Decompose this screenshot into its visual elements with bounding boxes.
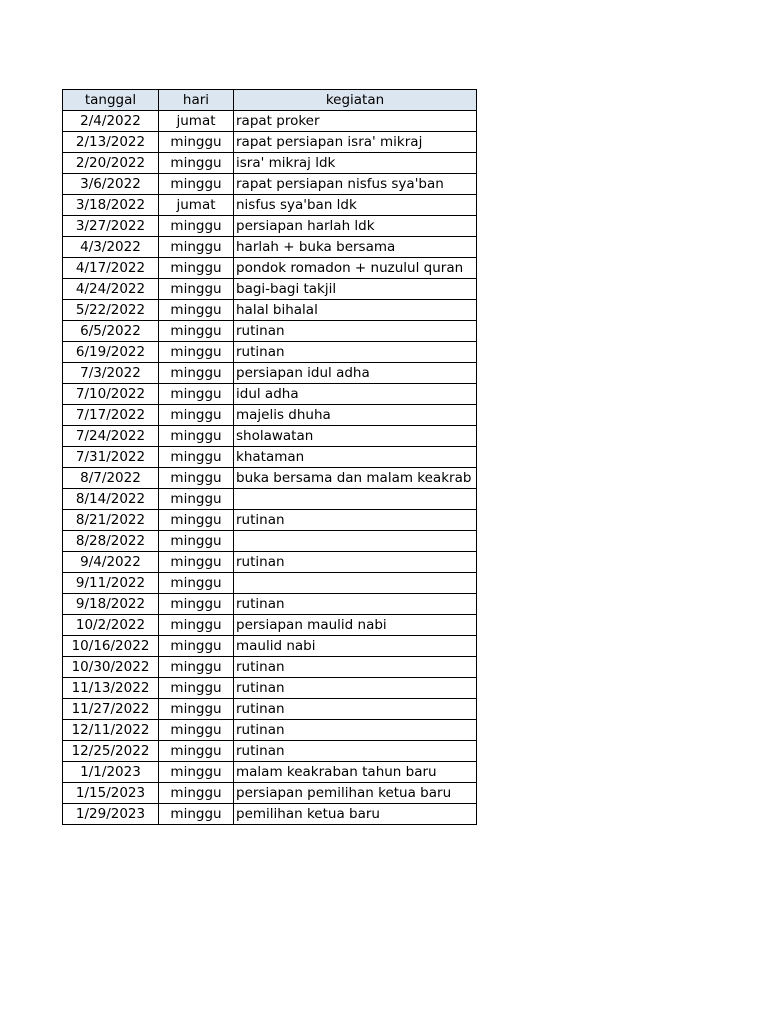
header-kegiatan: kegiatan bbox=[234, 90, 477, 111]
table-row bbox=[63, 258, 477, 279]
cell-tanggal: 6/5/2022 bbox=[63, 321, 159, 342]
cell-hari: minggu bbox=[159, 279, 234, 300]
cell-hari: minggu bbox=[159, 678, 234, 699]
cell-tanggal: 12/25/2022 bbox=[63, 741, 159, 762]
cell-tanggal: 7/10/2022 bbox=[63, 384, 159, 405]
cell-kegiatan: persiapan harlah ldk bbox=[234, 216, 477, 237]
table-row bbox=[63, 153, 477, 174]
cell-tanggal: 2/13/2022 bbox=[63, 132, 159, 153]
cell-tanggal: 9/11/2022 bbox=[63, 573, 159, 594]
cell-kegiatan: pondok romadon + nuzulul quran bbox=[234, 258, 477, 279]
cell-kegiatan: rutinan bbox=[234, 678, 477, 699]
cell-kegiatan: bagi-bagi takjil bbox=[234, 279, 477, 300]
cell-hari: minggu bbox=[159, 783, 234, 804]
table-row bbox=[63, 195, 477, 216]
cell-tanggal: 3/18/2022 bbox=[63, 195, 159, 216]
cell-hari: minggu bbox=[159, 447, 234, 468]
table-row bbox=[63, 741, 477, 762]
cell-kegiatan: rutinan bbox=[234, 552, 477, 573]
cell-hari: minggu bbox=[159, 762, 234, 783]
cell-hari: minggu bbox=[159, 594, 234, 615]
cell-hari: minggu bbox=[159, 258, 234, 279]
cell-kegiatan: rutinan bbox=[234, 699, 477, 720]
cell-hari: minggu bbox=[159, 153, 234, 174]
table-row bbox=[63, 804, 477, 825]
cell-kegiatan bbox=[234, 531, 477, 552]
cell-hari: minggu bbox=[159, 804, 234, 825]
table-row bbox=[63, 699, 477, 720]
cell-tanggal: 8/28/2022 bbox=[63, 531, 159, 552]
cell-hari: minggu bbox=[159, 132, 234, 153]
table-row bbox=[63, 489, 477, 510]
cell-tanggal: 12/11/2022 bbox=[63, 720, 159, 741]
cell-kegiatan bbox=[234, 489, 477, 510]
cell-tanggal: 8/21/2022 bbox=[63, 510, 159, 531]
header-hari: hari bbox=[159, 90, 234, 111]
cell-kegiatan: nisfus sya'ban ldk bbox=[234, 195, 477, 216]
cell-hari: minggu bbox=[159, 636, 234, 657]
table-row bbox=[63, 468, 477, 489]
cell-hari: minggu bbox=[159, 510, 234, 531]
cell-tanggal: 3/6/2022 bbox=[63, 174, 159, 195]
cell-hari: minggu bbox=[159, 384, 234, 405]
cell-hari: minggu bbox=[159, 615, 234, 636]
cell-kegiatan: idul adha bbox=[234, 384, 477, 405]
schedule-table bbox=[62, 89, 477, 825]
cell-tanggal: 7/17/2022 bbox=[63, 405, 159, 426]
cell-hari: minggu bbox=[159, 321, 234, 342]
cell-hari: minggu bbox=[159, 573, 234, 594]
cell-tanggal: 9/4/2022 bbox=[63, 552, 159, 573]
cell-kegiatan: persiapan pemilihan ketua baru bbox=[234, 783, 477, 804]
table-row bbox=[63, 111, 477, 132]
cell-kegiatan: buka bersama dan malam keakrab bbox=[234, 468, 477, 489]
cell-tanggal: 4/17/2022 bbox=[63, 258, 159, 279]
table-row bbox=[63, 552, 477, 573]
cell-tanggal: 9/18/2022 bbox=[63, 594, 159, 615]
cell-tanggal: 4/24/2022 bbox=[63, 279, 159, 300]
cell-kegiatan: rapat proker bbox=[234, 111, 477, 132]
cell-tanggal: 1/15/2023 bbox=[63, 783, 159, 804]
table-row bbox=[63, 237, 477, 258]
cell-kegiatan: rutinan bbox=[234, 741, 477, 762]
table-row bbox=[63, 762, 477, 783]
cell-kegiatan: rutinan bbox=[234, 321, 477, 342]
cell-tanggal: 2/20/2022 bbox=[63, 153, 159, 174]
header-row bbox=[63, 90, 477, 111]
table-row bbox=[63, 363, 477, 384]
cell-hari: minggu bbox=[159, 300, 234, 321]
table-row bbox=[63, 678, 477, 699]
cell-tanggal: 2/4/2022 bbox=[63, 111, 159, 132]
cell-hari: minggu bbox=[159, 720, 234, 741]
table-row bbox=[63, 510, 477, 531]
table-row bbox=[63, 573, 477, 594]
cell-hari: minggu bbox=[159, 657, 234, 678]
cell-tanggal: 3/27/2022 bbox=[63, 216, 159, 237]
cell-hari: minggu bbox=[159, 489, 234, 510]
cell-kegiatan: rutinan bbox=[234, 720, 477, 741]
cell-kegiatan: sholawatan bbox=[234, 426, 477, 447]
cell-tanggal: 7/31/2022 bbox=[63, 447, 159, 468]
cell-kegiatan: isra' mikraj ldk bbox=[234, 153, 477, 174]
cell-hari: minggu bbox=[159, 363, 234, 384]
table-body bbox=[63, 111, 477, 825]
cell-tanggal: 6/19/2022 bbox=[63, 342, 159, 363]
table-row bbox=[63, 300, 477, 321]
table-row bbox=[63, 594, 477, 615]
cell-hari: jumat bbox=[159, 195, 234, 216]
cell-hari: minggu bbox=[159, 552, 234, 573]
cell-hari: minggu bbox=[159, 531, 234, 552]
table-row bbox=[63, 783, 477, 804]
cell-hari: minggu bbox=[159, 405, 234, 426]
cell-tanggal: 11/27/2022 bbox=[63, 699, 159, 720]
table-row bbox=[63, 384, 477, 405]
cell-kegiatan: rutinan bbox=[234, 657, 477, 678]
cell-hari: jumat bbox=[159, 111, 234, 132]
cell-hari: minggu bbox=[159, 237, 234, 258]
cell-hari: minggu bbox=[159, 741, 234, 762]
cell-hari: minggu bbox=[159, 174, 234, 195]
table-row bbox=[63, 174, 477, 195]
cell-kegiatan: persiapan maulid nabi bbox=[234, 615, 477, 636]
table-row bbox=[63, 132, 477, 153]
cell-kegiatan: rapat persiapan nisfus sya'ban bbox=[234, 174, 477, 195]
cell-tanggal: 11/13/2022 bbox=[63, 678, 159, 699]
table-row bbox=[63, 615, 477, 636]
table-header bbox=[63, 90, 477, 111]
cell-tanggal: 7/3/2022 bbox=[63, 363, 159, 384]
cell-kegiatan: rutinan bbox=[234, 594, 477, 615]
cell-kegiatan: persiapan idul adha bbox=[234, 363, 477, 384]
cell-kegiatan: pemilihan ketua baru bbox=[234, 804, 477, 825]
cell-kegiatan: majelis dhuha bbox=[234, 405, 477, 426]
table-row bbox=[63, 405, 477, 426]
cell-tanggal: 5/22/2022 bbox=[63, 300, 159, 321]
table-row bbox=[63, 321, 477, 342]
cell-hari: minggu bbox=[159, 216, 234, 237]
cell-tanggal: 10/2/2022 bbox=[63, 615, 159, 636]
header-tanggal: tanggal bbox=[63, 90, 159, 111]
cell-kegiatan bbox=[234, 573, 477, 594]
cell-hari: minggu bbox=[159, 426, 234, 447]
table-row bbox=[63, 216, 477, 237]
cell-kegiatan: harlah + buka bersama bbox=[234, 237, 477, 258]
table-row bbox=[63, 279, 477, 300]
cell-hari: minggu bbox=[159, 699, 234, 720]
table-row bbox=[63, 342, 477, 363]
cell-kegiatan: rapat persiapan isra' mikraj bbox=[234, 132, 477, 153]
cell-tanggal: 10/30/2022 bbox=[63, 657, 159, 678]
cell-tanggal: 1/1/2023 bbox=[63, 762, 159, 783]
cell-kegiatan: malam keakraban tahun baru bbox=[234, 762, 477, 783]
cell-kegiatan: rutinan bbox=[234, 510, 477, 531]
cell-kegiatan: rutinan bbox=[234, 342, 477, 363]
cell-tanggal: 8/7/2022 bbox=[63, 468, 159, 489]
cell-tanggal: 4/3/2022 bbox=[63, 237, 159, 258]
table-row bbox=[63, 636, 477, 657]
cell-hari: minggu bbox=[159, 342, 234, 363]
table-row bbox=[63, 447, 477, 468]
table-row bbox=[63, 720, 477, 741]
table-row bbox=[63, 531, 477, 552]
cell-kegiatan: halal bihalal bbox=[234, 300, 477, 321]
table-row bbox=[63, 426, 477, 447]
cell-tanggal: 1/29/2023 bbox=[63, 804, 159, 825]
cell-tanggal: 7/24/2022 bbox=[63, 426, 159, 447]
cell-kegiatan: maulid nabi bbox=[234, 636, 477, 657]
cell-tanggal: 10/16/2022 bbox=[63, 636, 159, 657]
cell-kegiatan: khataman bbox=[234, 447, 477, 468]
cell-hari: minggu bbox=[159, 468, 234, 489]
table-row bbox=[63, 657, 477, 678]
cell-tanggal: 8/14/2022 bbox=[63, 489, 159, 510]
